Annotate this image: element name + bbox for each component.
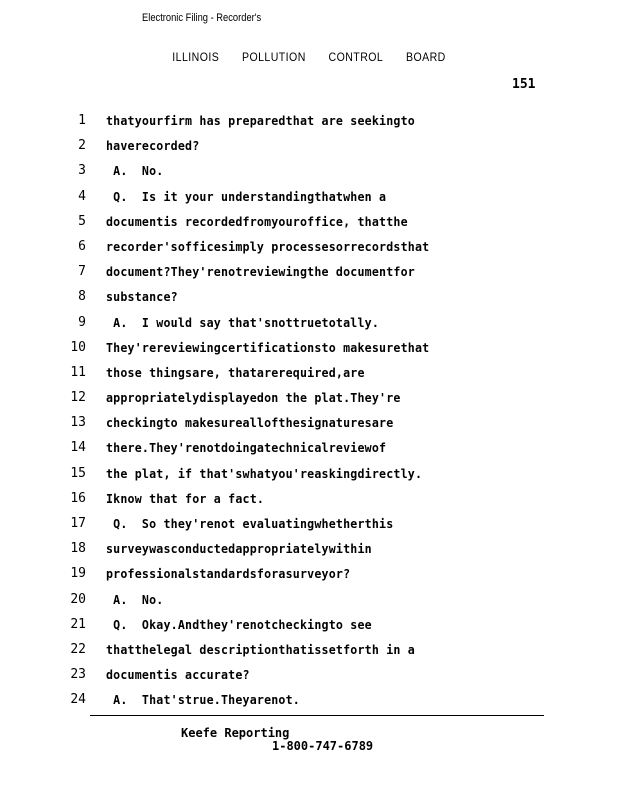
line-text: Q. So they'renot evaluatingwhetherthis [106, 516, 394, 531]
transcript-line [0, 590, 618, 615]
line-number: 6 [78, 238, 86, 254]
transcript-line [0, 388, 618, 413]
board-word-board: BOARD [405, 50, 446, 64]
board-word-illinois: ILLINOIS [172, 50, 220, 64]
line-number: 16 [70, 490, 86, 506]
line-text: surveywasconductedappropriatelywithin [106, 541, 372, 557]
line-text: Q. Okay.Andthey'renotcheckingto see [106, 616, 372, 632]
transcript-line [0, 287, 618, 312]
board-word-control: CONTROL [328, 50, 384, 64]
line-number: 1 [78, 113, 86, 128]
line-number: 12 [70, 390, 86, 406]
transcript-line [0, 413, 618, 438]
line-number: 15 [70, 465, 86, 481]
line-text: thatthelegal descriptionthatissetforth in a [106, 641, 415, 657]
transcript-line [0, 615, 618, 640]
transcript-line [0, 514, 618, 539]
line-text: document?They'renotreviewingthe documentfor [106, 264, 415, 280]
transcript-line [0, 363, 618, 388]
footer-divider [90, 715, 544, 716]
line-number: 23 [70, 667, 86, 683]
board-header [37, 50, 581, 64]
transcript-line [0, 489, 618, 514]
line-text: A. I would say that'snottruetotally. [106, 314, 380, 330]
line-text: thatyourfirm has preparedthat are seekingto [106, 113, 415, 128]
transcript-line [0, 313, 618, 338]
line-number: 5 [78, 213, 86, 229]
board-word-pollution: POLLUTION [241, 50, 306, 64]
line-text: documentis accurate? [106, 667, 250, 683]
transcript-line [0, 187, 618, 212]
transcript-line [0, 262, 618, 287]
line-text: A. No. [106, 591, 164, 607]
transcript-line [0, 161, 618, 186]
line-number: 24 [70, 692, 86, 708]
line-number: 4 [78, 188, 86, 204]
transcript-line [0, 665, 618, 690]
line-text: the plat, if that'swhatyou'reaskingdirectly. [106, 465, 423, 481]
line-text: there.They'renotdoingatechnicalreviewof [106, 440, 387, 456]
electronic-filing-stamp: Electronic Filing - Recorder's [142, 12, 262, 24]
line-text: recorder'sofficesimply processesorrecordsthat [106, 238, 430, 254]
page-number: 151 [512, 77, 536, 92]
transcript-line [0, 564, 618, 589]
transcript-line [0, 640, 618, 665]
transcript-line [0, 438, 618, 463]
line-text: professionalstandardsforasurveyor? [106, 566, 351, 582]
line-text: haverecorded? [106, 138, 200, 154]
line-number: 8 [78, 289, 86, 305]
line-number: 22 [70, 641, 86, 657]
line-text: They'rereviewingcertificationsto makesurethat [106, 339, 430, 355]
footer-phone-number: 1-800-747-6789 [272, 739, 374, 753]
transcript-line [0, 539, 618, 564]
line-number: 10 [70, 339, 86, 355]
transcript-line [0, 338, 618, 363]
transcript-lines [0, 111, 618, 716]
transcript-line [0, 690, 618, 715]
line-number: 2 [78, 138, 86, 154]
transcript-line [0, 212, 618, 237]
line-number: 11 [70, 364, 86, 380]
footer-reporter-name: Keefe Reporting [181, 726, 290, 740]
transcript-line [0, 136, 618, 161]
line-number: 21 [70, 616, 86, 632]
line-text: substance? [106, 289, 178, 305]
line-number: 20 [70, 591, 86, 607]
line-number: 7 [78, 264, 86, 280]
line-number: 18 [70, 541, 86, 557]
line-number: 14 [70, 440, 86, 456]
line-number: 17 [70, 516, 86, 531]
line-text: A. No. [106, 163, 164, 179]
line-text: A. That'strue.Theyarenot. [106, 692, 300, 708]
line-text: checkingto makesureallofthesignaturesare [106, 415, 394, 431]
line-text: Iknow that for a fact. [106, 490, 265, 506]
line-text: Q. Is it your understandingthatwhen a [106, 188, 387, 204]
line-text: appropriatelydisplayedon the plat.They're [106, 390, 401, 406]
line-text: documentis recordedfromyouroffice, thatthe [106, 213, 408, 229]
line-number: 9 [78, 314, 86, 330]
line-number: 13 [70, 415, 86, 431]
line-number: 19 [70, 566, 86, 582]
line-text: those thingsare, thatarerequired,are [106, 364, 365, 380]
transcript-line [0, 237, 618, 262]
transcript-line [0, 464, 618, 489]
transcript-line [0, 111, 618, 136]
line-number: 3 [78, 163, 86, 179]
